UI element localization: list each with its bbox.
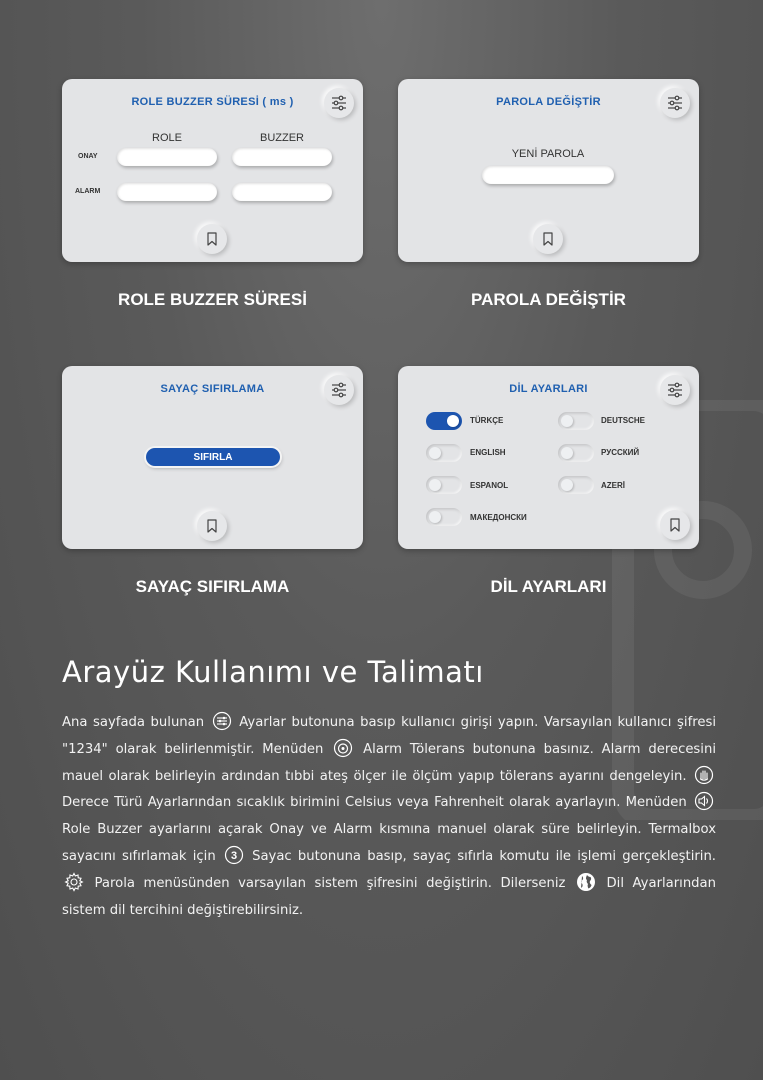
instructions-text: Role Buzzer ayarlarını açarak Onay ve Alarm kısmına manuel olarak süre belirleyin. Termalbox sayacını sıfırlamak için xyxy=(62,822,716,864)
sliders-icon xyxy=(212,711,232,731)
toggle-knob xyxy=(561,447,573,459)
settings-button[interactable] xyxy=(660,375,690,405)
language-label-espanol: ESPANOL xyxy=(470,481,509,490)
bookmark-icon xyxy=(204,518,220,534)
language-label-makedonski: МАКЕДОНСКИ xyxy=(470,513,527,522)
counter-icon-number: 3 xyxy=(230,849,237,862)
bookmark-icon xyxy=(204,231,220,247)
toggle-knob xyxy=(429,511,441,523)
column-label-role: ROLE xyxy=(152,132,182,144)
save-button[interactable] xyxy=(660,510,690,540)
instructions-text: Derece Türü Ayarlarından sıcaklık birimini Celsius veya Fahrenheit olarak ayarlayın. Menüden xyxy=(62,795,687,811)
onay-buzzer-input[interactable] xyxy=(232,148,332,166)
password-title: PAROLA DEĞİŞTİR xyxy=(496,96,601,108)
toggle-knob xyxy=(561,415,573,427)
role-buzzer-title: ROLE BUZZER SÜRESİ ( ms ) xyxy=(131,96,294,108)
instructions-text: Alarm Tölerans butonuna basınız. Alarm derecesini mauel olarak belirleyin ardından tıbbi ateş ölçer ile ölçüm yapıp tölerans ayarını dengeleyin. xyxy=(62,741,716,784)
new-password-label: YENİ PAROLA xyxy=(511,148,585,160)
row-label-alarm: ALARM xyxy=(75,188,101,195)
save-button[interactable] xyxy=(197,511,227,541)
row-label-onay: ONAY xyxy=(78,153,98,160)
language-label-turkce: TÜRKÇE xyxy=(470,416,504,425)
counter-reset-title: SAYAÇ SIFIRLAMA xyxy=(160,383,265,395)
language-label-azeri: AZERİ xyxy=(601,481,625,490)
globe-icon xyxy=(576,872,596,892)
sliders-icon xyxy=(331,382,347,398)
sliders-icon xyxy=(331,95,347,111)
new-password-input[interactable] xyxy=(482,166,614,184)
language-toggle-espanol[interactable] xyxy=(426,476,462,494)
instructions-body xyxy=(62,710,716,924)
instructions-heading: Arayüz Kullanımı ve Talimatı xyxy=(62,655,484,689)
instructions-text: Ayarlar butonuna basıp kullanıcı girişi yapın. Varsayılan kullanıcı şifresi "1234" olarak belirlenmiştir. Menüden xyxy=(62,715,717,757)
bookmark-icon xyxy=(540,231,556,247)
language-caption: DİL AYARLARI xyxy=(490,577,607,596)
toggle-knob xyxy=(429,479,441,491)
language-toggle-makedonski[interactable] xyxy=(426,508,462,526)
password-caption: PAROLA DEĞİŞTİR xyxy=(471,290,626,309)
language-toggle-turkce[interactable] xyxy=(426,412,462,430)
counter-reset-caption: SAYAÇ SIFIRLAMA xyxy=(135,577,290,596)
sliders-icon xyxy=(667,95,683,111)
reset-counter-button[interactable]: SIFIRLA xyxy=(146,448,280,466)
role-buzzer-caption: ROLE BUZZER SÜRESİ xyxy=(118,290,307,309)
password-panel xyxy=(398,79,699,262)
language-panel xyxy=(398,366,699,549)
settings-button[interactable] xyxy=(660,88,690,118)
alarm-buzzer-input[interactable] xyxy=(232,183,332,201)
bookmark-icon xyxy=(667,517,683,533)
language-label-russian: РУССКИЙ xyxy=(601,448,640,457)
language-toggle-azeri[interactable] xyxy=(558,476,594,494)
role-buzzer-panel xyxy=(62,79,363,262)
language-label-deutsche: DEUTSCHE xyxy=(601,416,646,425)
alarm-icon xyxy=(333,738,353,758)
column-label-buzzer: BUZZER xyxy=(260,132,304,144)
language-label-english: ENGLISH xyxy=(470,448,506,457)
toggle-knob xyxy=(429,447,441,459)
gear-icon xyxy=(64,872,84,892)
instructions-text: Ana sayfada bulunan xyxy=(62,715,205,730)
language-toggle-deutsche[interactable] xyxy=(558,412,594,430)
onay-role-input[interactable] xyxy=(117,148,217,166)
save-button[interactable] xyxy=(197,224,227,254)
instructions-text: Dil Ayarlarından sistem dil tercihini değiştirebilirsiniz. xyxy=(62,875,716,918)
toggle-knob xyxy=(561,479,573,491)
settings-button[interactable] xyxy=(324,375,354,405)
instructions-text: Parola menüsünden varsayılan sistem şifresini değiştirin. Dilerseniz xyxy=(94,875,566,891)
alarm-role-input[interactable] xyxy=(117,183,217,201)
save-button[interactable] xyxy=(533,224,563,254)
language-title: DİL AYARLARI xyxy=(509,383,588,395)
language-toggle-russian[interactable] xyxy=(558,444,594,462)
counter-reset-panel xyxy=(62,366,363,549)
hand-icon xyxy=(694,765,714,785)
instructions-text: Sayac butonuna basıp, sayaç sıfırla komutu ile işlemi gerçekleştirin. xyxy=(252,848,716,864)
counter-icon xyxy=(224,845,244,865)
settings-button[interactable] xyxy=(324,88,354,118)
toggle-knob xyxy=(447,415,459,427)
sliders-icon xyxy=(667,382,683,398)
language-toggle-english[interactable] xyxy=(426,444,462,462)
speaker-icon xyxy=(694,791,714,811)
